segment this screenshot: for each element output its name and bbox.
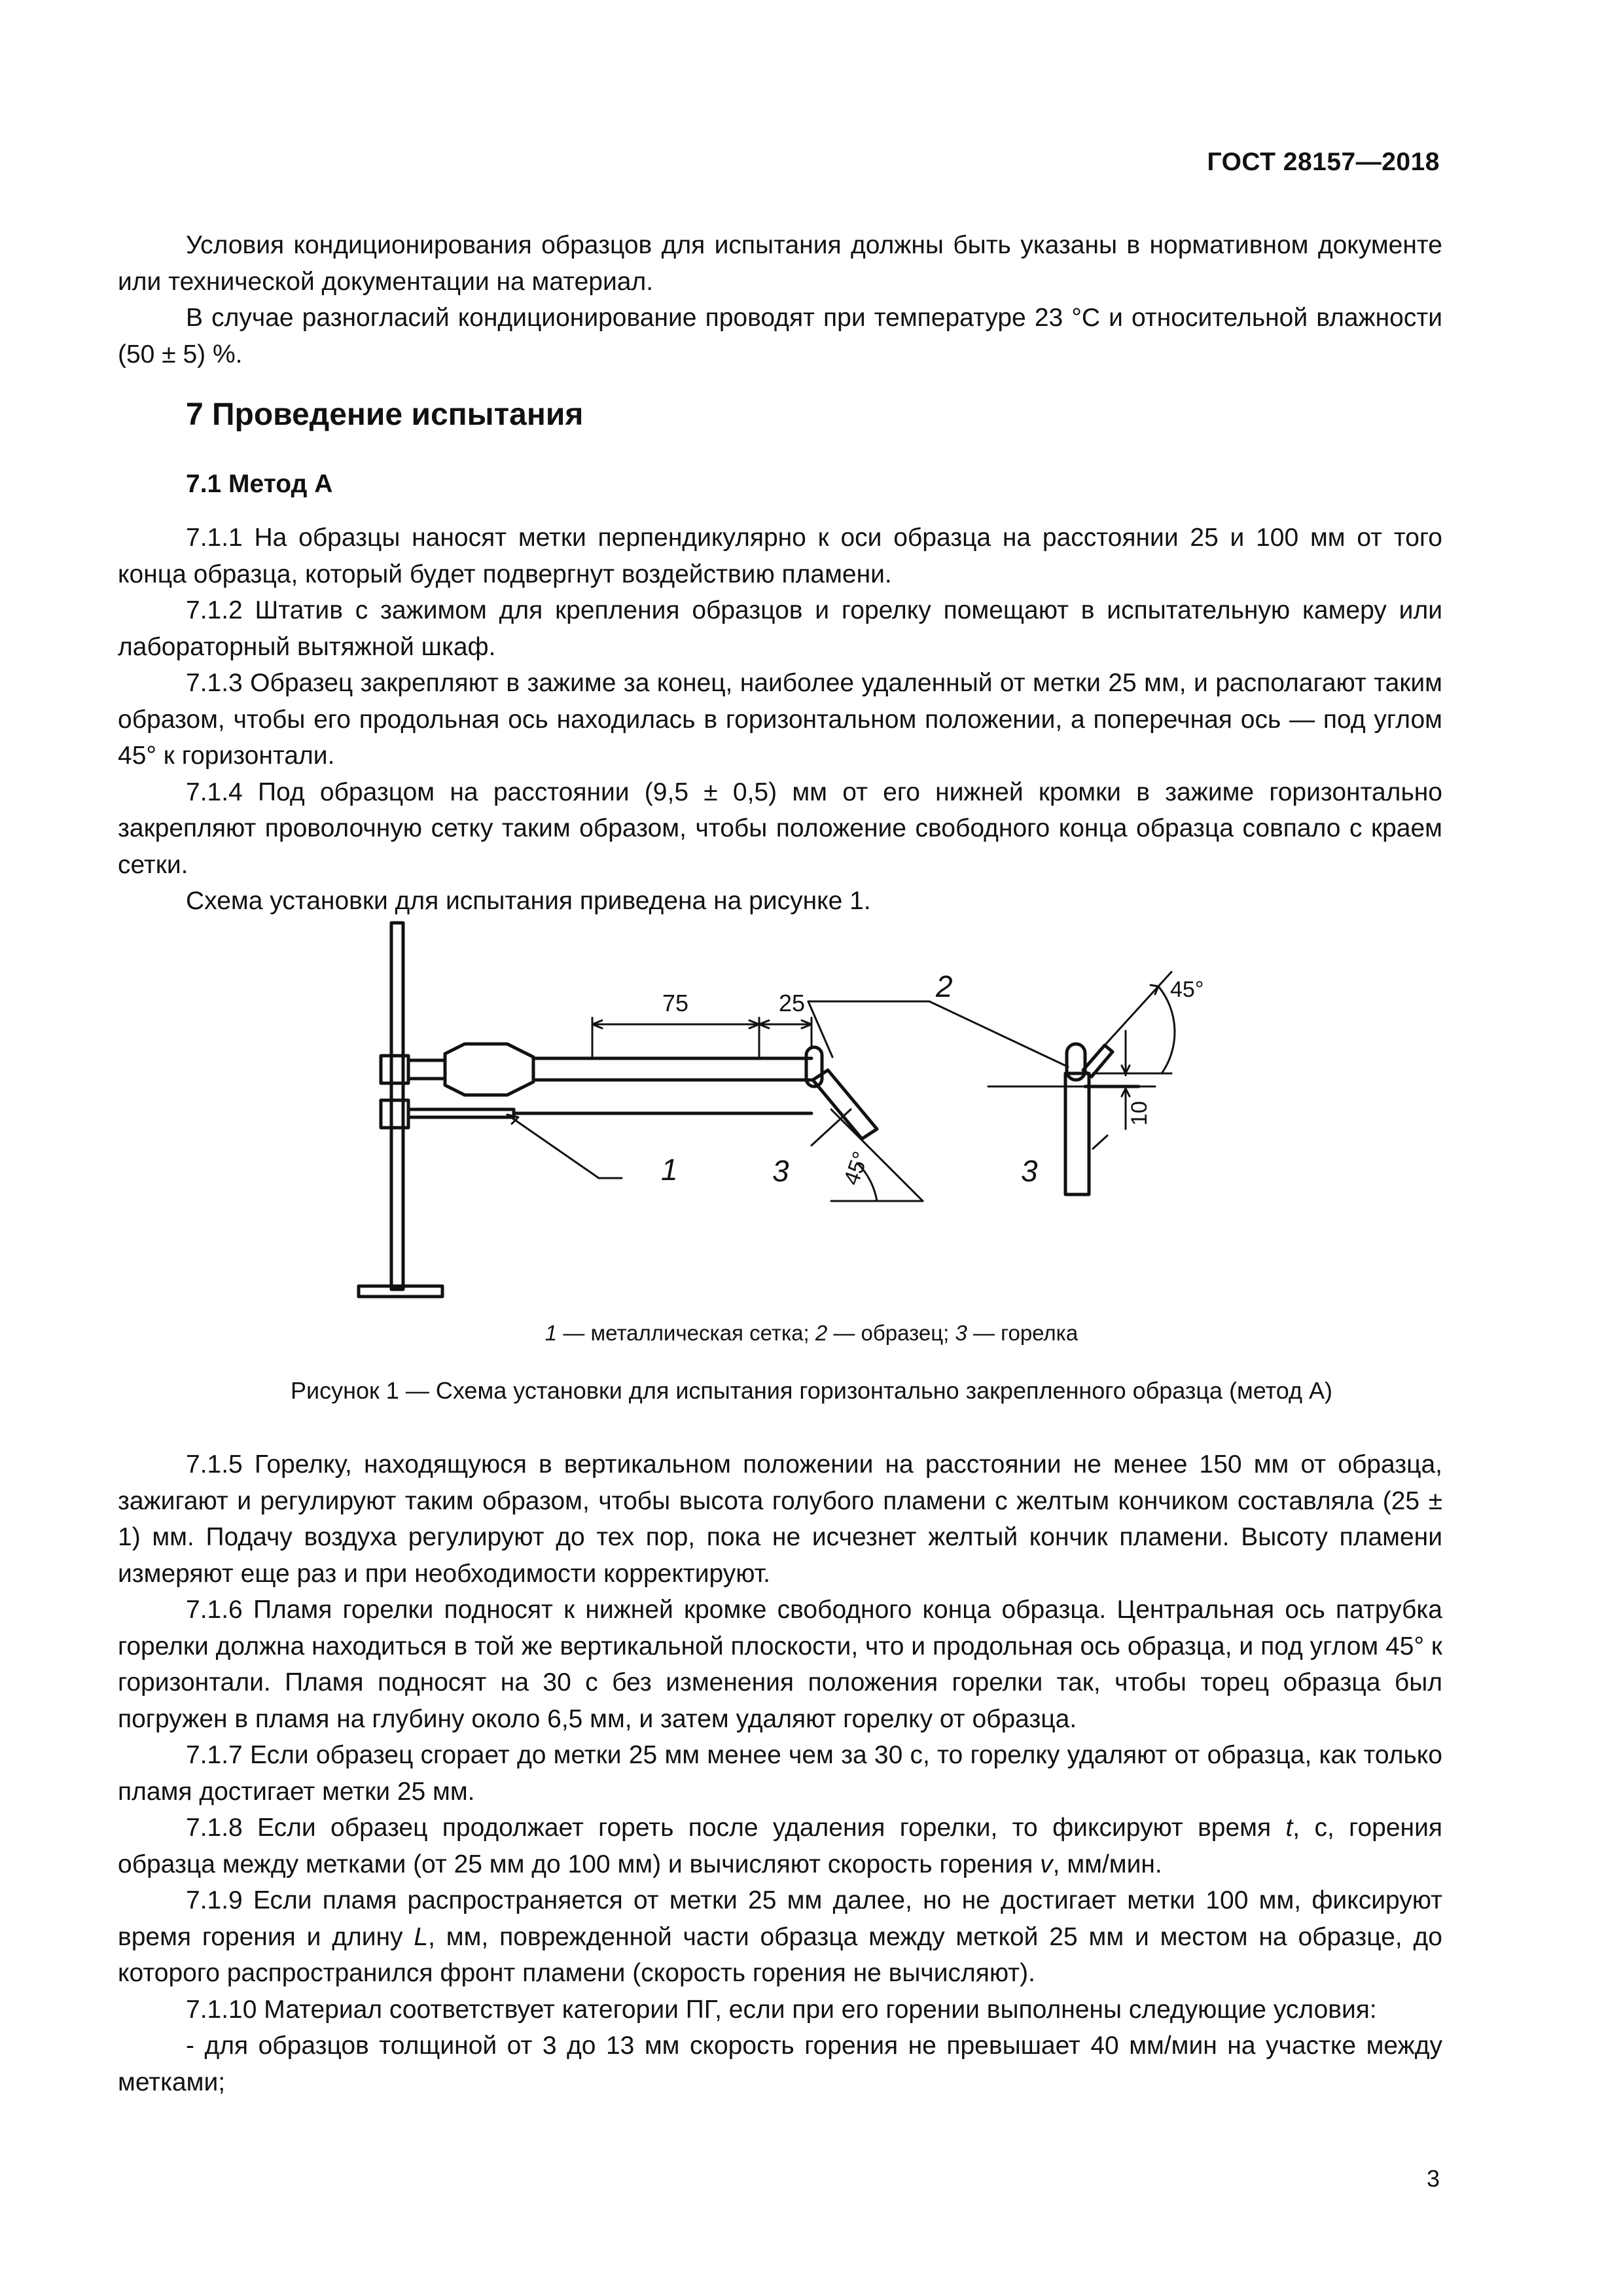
label-3-left: 3 bbox=[772, 1154, 789, 1188]
procedure-block bbox=[118, 1446, 1442, 2100]
paragraph-7-1-9 bbox=[118, 1882, 1442, 1992]
paragraph-7-1-1: 7.1.1 На образцы наносят метки перпендикулярно к оси образца на расстоянии 25 и 100 мм от того конца образца, который будет подвергнут воздействию пламени. bbox=[118, 524, 1442, 588]
dim-label-25: 25 bbox=[778, 990, 806, 1016]
paragraph-7-1-4: 7.1.4 Под образцом на расстоянии (9,5 ± 0,5) мм от его нижней кромки в зажиме горизонтально закрепляют проволочную сетку таким образом, чтобы положение свободного конца образца совпало с краем сетки. bbox=[118, 778, 1442, 879]
legend-key-3: 3 bbox=[955, 1321, 967, 1345]
legend-key-2: 2 bbox=[815, 1321, 828, 1345]
leader-1 bbox=[507, 1115, 599, 1178]
label-3-right: 3 bbox=[1021, 1154, 1038, 1188]
legend-text-1: — металлическая сетка; bbox=[557, 1321, 815, 1345]
label-1: 1 bbox=[661, 1153, 678, 1187]
angle-label-left: 45° bbox=[838, 1148, 874, 1189]
page-number: 3 bbox=[1426, 2165, 1440, 2192]
method-a-block bbox=[118, 520, 1442, 920]
section-title: 7 Проведение испытания bbox=[186, 397, 584, 432]
document-header-id: ГОСТ 28157—2018 bbox=[1207, 148, 1440, 176]
paragraph-7-1-3: 7.1.3 Образец закрепляют в зажиме за конец, наиболее удаленный от метки 25 мм, и располагают таким образом, чтобы его продольная ось находилась в горизонтальном положении, а поперечная ось — под углом 45° к горизонтали. bbox=[118, 669, 1442, 770]
legend-text-2: — образец; bbox=[827, 1321, 955, 1345]
paragraph-7-1-6: 7.1.6 Пламя горелки подносят к нижней кромке свободного конца образца. Центральная ось патрубка горелки должна находиться в той же вертикальной плоскости, что и продольная ось образца, и под углом 45° к горизонтали. Пламя подносят на 30 с без изменения положения горелки так, чтобы торец образца был погружен в пламя на глубину около 6,5 мм, и затем удаляют горелку от образца. bbox=[118, 1596, 1442, 1733]
p719-text-a: 7.1.9 Если пламя распространяется от метки 25 мм далее, но не достигает метки 100 мм, фиксируют время горения и длину bbox=[118, 1886, 1442, 1951]
symbol-t: t bbox=[1285, 1814, 1293, 1842]
paragraph-conditioning: Условия кондиционирования образцов для испытания должны быть указаны в нормативном документе или технической документации на материал. bbox=[118, 231, 1442, 296]
side-view bbox=[988, 972, 1175, 1194]
specimen bbox=[533, 1047, 822, 1086]
subsection-title: 7.1 Метод А bbox=[186, 470, 333, 498]
paragraph-7-1-7: 7.1.7 Если образец сгорает до метки 25 мм менее чем за 30 с, то горелку удаляют от образца, как только пламя достигает метки 25 мм. bbox=[118, 1741, 1442, 1806]
dim-label-10: 10 bbox=[1127, 1101, 1152, 1126]
p718-text-c: , мм/мин. bbox=[1052, 1850, 1162, 1878]
stand-assembly bbox=[359, 923, 514, 1297]
leader-3b bbox=[1093, 1136, 1107, 1149]
figure-caption: Рисунок 1 — Схема установки для испытания горизонтально закрепленного образца (метод А) bbox=[291, 1377, 1332, 1404]
paragraph-condition-1: - для образцов толщиной от 3 до 13 мм скорость горения не превышает 40 мм/мин на участке между метками; bbox=[118, 2032, 1442, 2096]
paragraph-7-1-2: 7.1.2 Штатив с зажимом для крепления образцов и горелку помещают в испытательную камеру или лабораторный вытяжной шкаф. bbox=[118, 596, 1442, 661]
figure-legend bbox=[0, 1321, 1623, 1346]
paragraph-figure-ref: Схема установки для испытания приведена на рисунке 1. bbox=[186, 887, 871, 915]
p719-text-b: , мм, поврежденной части образца между меткой 25 мм и местом на образце, до которого распространился фронт пламени (скорость горения не вычисляют). bbox=[118, 1922, 1442, 1987]
leader-3a bbox=[812, 1109, 851, 1145]
intro-block bbox=[118, 227, 1442, 372]
burner-side bbox=[1065, 1073, 1089, 1194]
stand-base bbox=[359, 1286, 442, 1297]
angle-label-right: 45° bbox=[1170, 977, 1204, 1002]
specimen-clamp bbox=[445, 1044, 533, 1095]
burner-left bbox=[813, 1070, 923, 1201]
p718-text-a: 7.1.8 Если образец продолжает гореть после удаления горелки, то фиксируют время bbox=[186, 1814, 1286, 1842]
figure-1-diagram bbox=[340, 913, 1217, 1316]
label-2: 2 bbox=[936, 969, 953, 1003]
paragraph-7-1-5: 7.1.5 Горелку, находящуюся в вертикальном положении на расстоянии не менее 150 мм от образца, зажигают и регулируют таким образом, чтобы высота голубого пламени с желтым кончиком составляла (25 ± 1) мм. Подачу воздуха регулируют до тех пор, пока не исчезнет желтый кончик пламени. Высоту пламени измеряют еще раз и при необходимости корректируют. bbox=[118, 1450, 1442, 1588]
legend-text-3: — горелка bbox=[967, 1321, 1079, 1345]
dim-label-75: 75 bbox=[662, 990, 689, 1016]
paragraph-disagreement: В случае разногласий кондиционирование проводят при температуре 23 °С и относительной влажности (50 ± 5) %. bbox=[118, 304, 1442, 368]
symbol-v: v bbox=[1040, 1850, 1053, 1878]
paragraph-7-1-8 bbox=[118, 1810, 1442, 1882]
p718-text-b: , с, горения образца между метками (от 25 мм до 100 мм) и вычисляют скорость горения bbox=[118, 1814, 1442, 1878]
legend-key-1: 1 bbox=[544, 1321, 558, 1345]
paragraph-7-1-10: 7.1.10 Материал соответствует категории ПГ, если при его горении выполнены следующие условия: bbox=[186, 1995, 1377, 2024]
stand-rod bbox=[391, 923, 403, 1289]
symbol-L: L bbox=[414, 1922, 429, 1951]
